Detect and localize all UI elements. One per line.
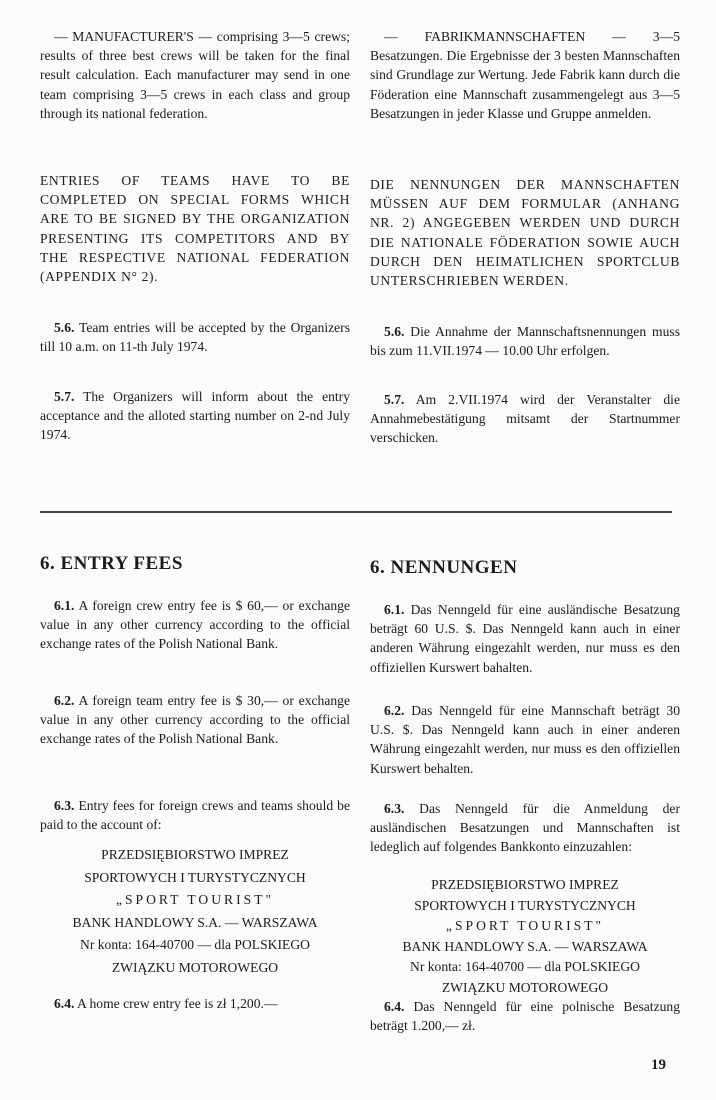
section-6-4-de <box>370 997 680 1035</box>
paragraph-5-6-text-de: Die Annahme der Mannschaftsnennungen muss bis zum 11.VII.1974 — 10.00 Uhr erfolgen. <box>370 324 680 359</box>
team-entries-paragraph-de: DIE NENNUNGEN DER MANNSCHAFTEN MÜSSEN AUF DEM FORMULAR (ANHANG NR. 2) ANGEGEBEN WERDEN UND DURCH DIE NATIONALE FÖDERATION SOWIE AUCH DURCH DEN HEIMATLICHEN SPORTCLUB UNTERSCHRIEBEN WERDEN. <box>370 177 680 289</box>
paragraph-5-6-text-en: Team entries will be accepted by the Organizers till 10 a.m. on 11-th July 1974. <box>40 320 351 355</box>
section-5-6-de <box>370 322 680 360</box>
paragraph-number: 6.1. <box>54 598 75 613</box>
paragraph-number: 6.3. <box>384 801 405 816</box>
paragraph-number: 5.7. <box>384 392 405 407</box>
account-line: SPORTOWYCH I TURYSTYCZNYCH <box>84 869 306 885</box>
paragraph-number: 6.3. <box>54 798 75 813</box>
entry-fees-section-en <box>40 552 350 576</box>
section-5-7-en <box>40 387 350 445</box>
account-line: Nr konta: 164-40700 — dla POLSKIEGO <box>410 959 640 974</box>
section-6-2-de <box>370 701 680 778</box>
section-6-2-en <box>40 691 350 749</box>
section-heading-de: 6. NENNUNGEN <box>370 557 518 578</box>
account-line: BANK HANDLOWY S.A. — WARSZAWA <box>402 938 648 954</box>
section-5-6-en <box>40 318 350 356</box>
bank-account-block-de <box>370 875 680 998</box>
account-line: „SPORT TOURIST" <box>445 918 605 933</box>
team-entries-notice-de <box>370 175 680 290</box>
account-line: PRZEDSIĘBIORSTWO IMPREZ <box>431 877 619 892</box>
section-6-1-en <box>40 596 350 654</box>
account-line: BANK HANDLOWY S.A. — WARSZAWA <box>72 914 318 930</box>
manufacturers-paragraph-de: — FABRIKMANNSCHAFTEN — 3—5 Besatzungen. Die Ergebnisse der 3 besten Mannschaften sind Grundlage zur Wertung. Jede Fabrik kann durch die Föderation eine Mannschaft zusammengelegt aus 3—5 Besatzungen in jeder Klasse und Gruppe anmelden. <box>370 29 680 121</box>
paragraph-number: 5.6. <box>54 320 75 335</box>
section-6-3-en <box>40 796 350 834</box>
paragraph-6-3-text-en: Entry fees for foreign crews and teams should be paid to the account of: <box>40 798 351 833</box>
account-line: SPORTOWYCH I TURYSTYCZNYCH <box>414 897 636 913</box>
paragraph-5-7-text-en: The Organizers will inform about the entry acceptance and the alloted starting number on 2-nd July 1974. <box>40 389 351 443</box>
section-divider <box>40 511 672 513</box>
entry-fees-section-de <box>370 556 680 580</box>
paragraph-6-1-text-de: Das Nenngeld für eine ausländische Besatzung beträgt 60 U.S. $. Das Nenngeld kann auch in einer anderen Währung eingezahlt werden, nur muss es den offiziellen Kurswert bahalten. <box>370 602 680 675</box>
paragraph-6-3-text-de: Das Nenngeld für die Anmeldung der ausländischen Besatzungen und Mannschaften ist ledeglich auf folgendes Bankkonto einzuzahlen: <box>370 801 680 855</box>
account-line: PRZEDSIĘBIORSTWO IMPREZ <box>101 847 289 862</box>
bank-account-block-en <box>40 844 350 979</box>
paragraph-6-2-text-de: Das Nenngeld für eine Mannschaft beträgt 30 U.S. $. Das Nenngeld kann auch in einer anderen Währung eingezahlt werden, nur muss es den offiziellen Kurswert behalten. <box>370 703 680 776</box>
section-6-1-de <box>370 600 680 677</box>
manufacturers-paragraph-en: — MANUFACTURER'S — comprising 3—5 crews; results of three best crews will be taken for the final result calculation. Each manufacturer may send in one team comprising 3—5 crews in each class and group through its national federation. <box>40 29 350 121</box>
paragraph-number: 6.1. <box>384 602 405 617</box>
top-left-column <box>40 27 350 123</box>
team-entries-notice-en <box>40 171 350 286</box>
account-line: Nr konta: 164-40700 — dla POLSKIEGO <box>80 937 310 952</box>
page-number: 19 <box>651 1057 666 1073</box>
paragraph-number: 6.2. <box>54 693 75 708</box>
paragraph-number: 6.4. <box>54 996 75 1011</box>
paragraph-number: 6.2. <box>384 703 405 718</box>
paragraph-number: 5.6. <box>384 324 405 339</box>
team-entries-paragraph-en: ENTRIES OF TEAMS HAVE TO BE COMPLETED ON SPECIAL FORMS WHICH ARE TO BE SIGNED BY THE ORGANIZATION PRESENTING ITS COMPETITORS AND BY THE RESPECTIVE NATIONAL FEDERATION (APPENDIX N° 2). <box>40 173 350 285</box>
paragraph-number: 6.4. <box>384 999 405 1014</box>
section-5-7-de <box>370 390 680 448</box>
paragraph-6-4-text-de: Das Nenngeld für eine polnische Besatzung beträgt 1.200,— zł. <box>370 999 680 1034</box>
paragraph-6-4-text-en: A home crew entry fee is zł 1,200.— <box>77 996 278 1011</box>
account-line: ZWIĄZKU MOTOROWEGO <box>111 959 279 975</box>
paragraph-6-1-text-en: A foreign crew entry fee is $ 60,— or exchange value in any other currency according to the official exchange rates of the Polish National Bank. <box>40 598 350 652</box>
account-line: ZWIĄZKU MOTOROWEGO <box>441 979 609 995</box>
section-6-4-en <box>40 994 350 1013</box>
paragraph-5-7-text-de: Am 2.VII.1974 wird der Veranstalter die Annahmebestätigung mitsamt der Startnummer verschicken. <box>370 392 680 446</box>
section-6-3-de <box>370 799 680 857</box>
paragraph-6-2-text-en: A foreign team entry fee is $ 30,— or exchange value in any other currency according to the official exchange rates of the Polish National Bank. <box>40 693 350 747</box>
account-line: „SPORT TOURIST" <box>115 892 275 907</box>
top-right-column <box>370 27 680 123</box>
paragraph-number: 5.7. <box>54 389 75 404</box>
section-heading-en: 6. ENTRY FEES <box>40 553 183 574</box>
